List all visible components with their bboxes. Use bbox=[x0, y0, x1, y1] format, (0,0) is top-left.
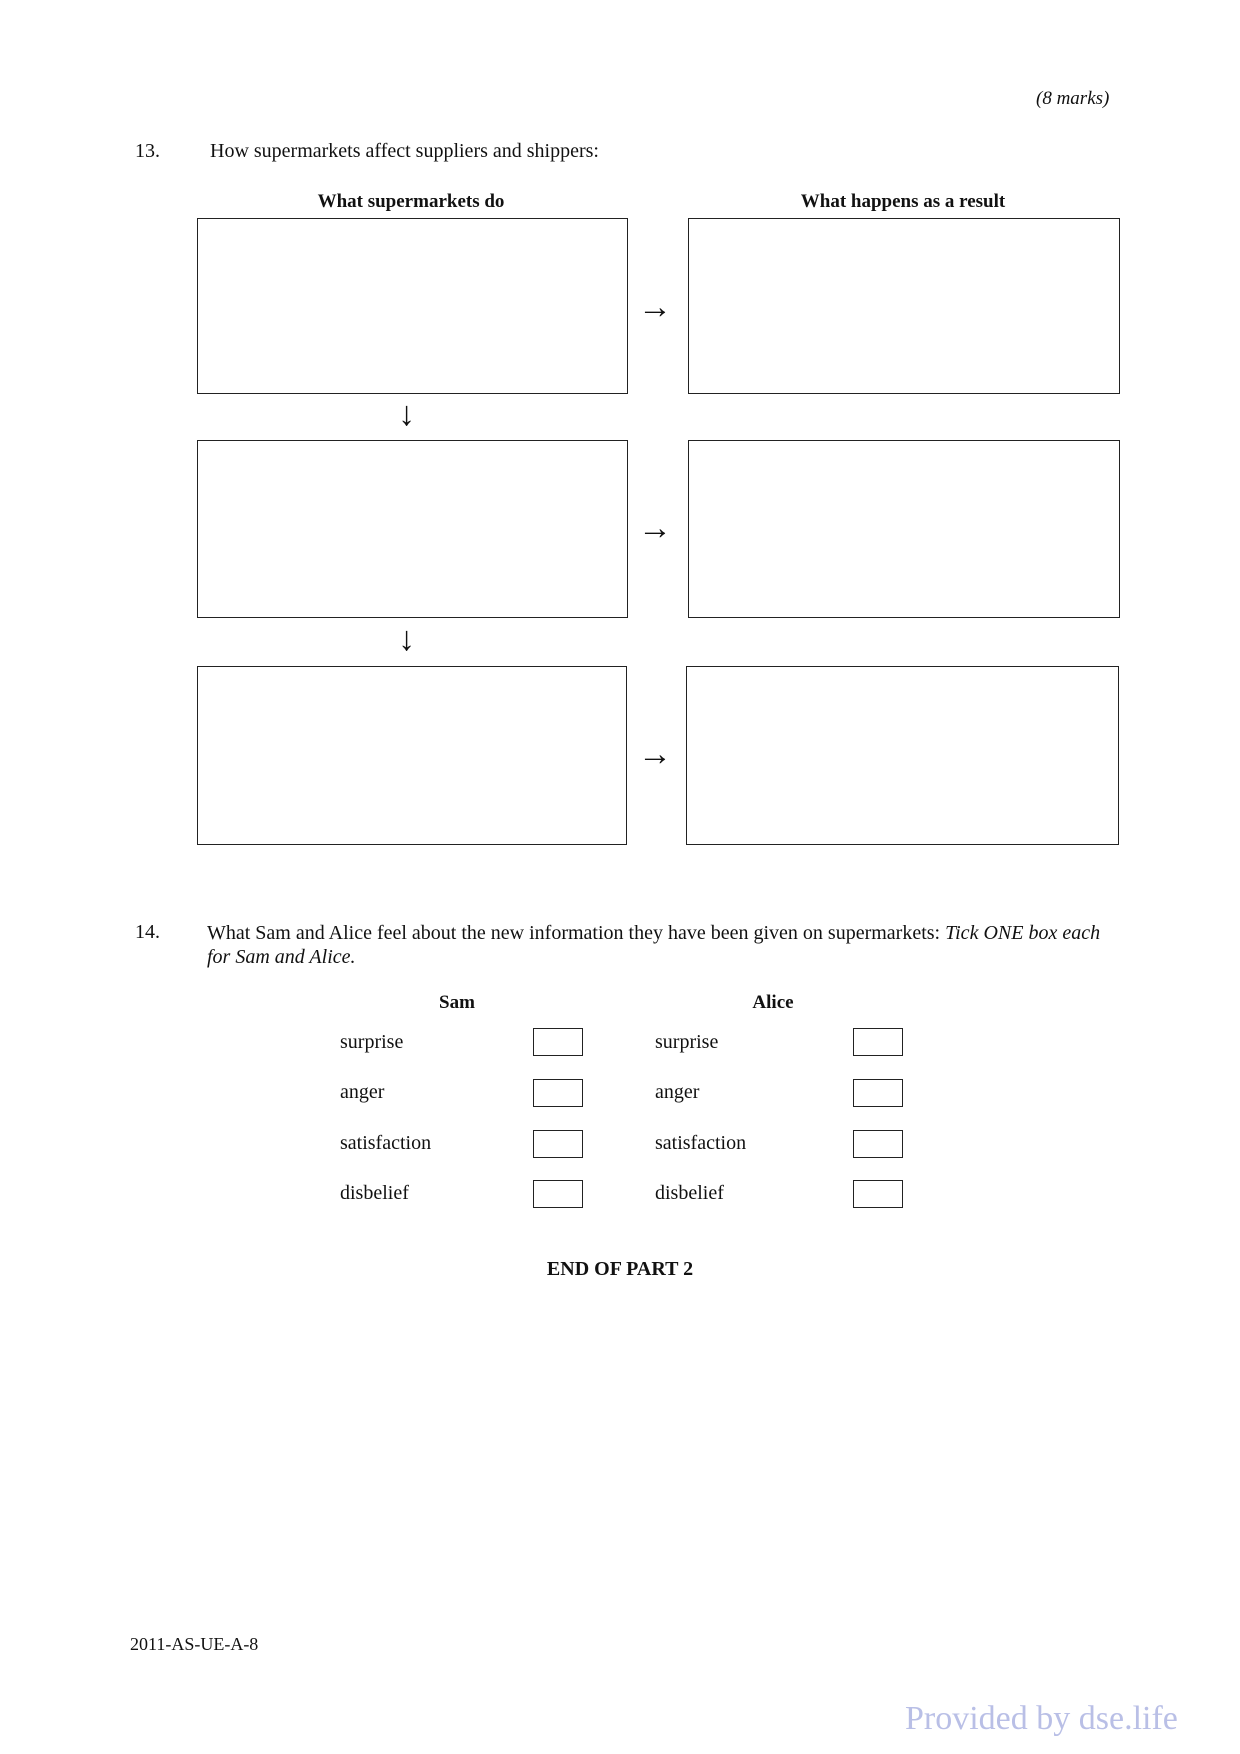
down-arrow-icon: ↓ bbox=[398, 396, 415, 433]
question-13-number: 13. bbox=[135, 140, 160, 162]
question-14-text bbox=[207, 921, 1107, 969]
marks-allocation: (8 marks) bbox=[1036, 88, 1110, 109]
alice-heading: Alice bbox=[752, 992, 794, 1013]
right-arrow-icon: → bbox=[638, 510, 672, 547]
alice-option-surprise: surprise bbox=[655, 1031, 719, 1053]
right-arrow-icon: → bbox=[638, 736, 672, 773]
question-13-text: How supermarkets affect suppliers and shippers: bbox=[210, 140, 599, 162]
sam-disbelief-checkbox[interactable] bbox=[533, 1180, 583, 1208]
sam-satisfaction-checkbox[interactable] bbox=[533, 1130, 583, 1158]
alice-anger-checkbox[interactable] bbox=[853, 1079, 903, 1107]
alice-option-anger: anger bbox=[655, 1081, 700, 1103]
result-box-2[interactable] bbox=[688, 440, 1120, 618]
sam-option-satisfaction: satisfaction bbox=[340, 1132, 432, 1154]
supermarket-action-box-1[interactable] bbox=[197, 218, 628, 394]
column-heading-supermarkets: What supermarkets do bbox=[317, 191, 505, 212]
sam-anger-checkbox[interactable] bbox=[533, 1079, 583, 1107]
column-heading-result: What happens as a result bbox=[800, 191, 1006, 212]
result-box-1[interactable] bbox=[688, 218, 1120, 394]
down-arrow-icon: ↓ bbox=[398, 621, 415, 658]
right-arrow-icon: → bbox=[638, 289, 672, 326]
alice-option-disbelief: disbelief bbox=[655, 1182, 724, 1204]
question-14-number: 14. bbox=[135, 921, 160, 943]
watermark-link[interactable]: Provided by dse.life bbox=[905, 1700, 1178, 1737]
sam-option-disbelief: disbelief bbox=[340, 1182, 409, 1204]
sam-option-surprise: surprise bbox=[340, 1031, 404, 1053]
paper-code: 2011-AS-UE-A-8 bbox=[130, 1634, 259, 1654]
supermarket-action-box-3[interactable] bbox=[197, 666, 627, 845]
alice-satisfaction-checkbox[interactable] bbox=[853, 1130, 903, 1158]
result-box-3[interactable] bbox=[686, 666, 1119, 845]
sam-option-anger: anger bbox=[340, 1081, 385, 1103]
question-14-instruction: Tick ONE box each for Sam and Alice. bbox=[207, 922, 1101, 968]
question-14-prompt: What Sam and Alice feel about the new information they have been given on supermarkets: bbox=[207, 922, 941, 944]
sam-heading: Sam bbox=[439, 992, 475, 1013]
end-of-part-heading: END OF PART 2 bbox=[546, 1258, 694, 1280]
alice-surprise-checkbox[interactable] bbox=[853, 1028, 903, 1056]
alice-option-satisfaction: satisfaction bbox=[655, 1132, 747, 1154]
sam-surprise-checkbox[interactable] bbox=[533, 1028, 583, 1056]
alice-disbelief-checkbox[interactable] bbox=[853, 1180, 903, 1208]
supermarket-action-box-2[interactable] bbox=[197, 440, 628, 618]
